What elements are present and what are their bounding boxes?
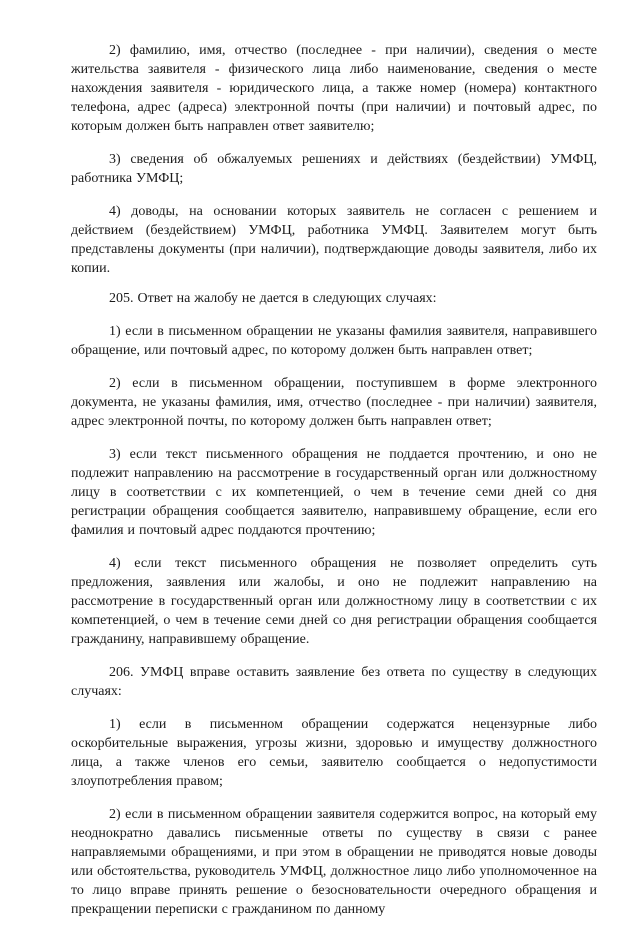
paragraph-206-case-2: 2) если в письменном обращении заявителя содержится вопрос, на который ему неоднократно давались письменные ответы по существу в связи с ранее направляемыми обращениями, и при этом в обращении не приводятся новые доводы или обстоятельства, руководитель УМФЦ, должностное лицо либо уполномоченное на то лицо вправе принять решение о безосновательности очередного обращения и прекращении переписки с гражданином по данному xyxy=(71,807,597,917)
paragraph-206-case-1: 1) если в письменном обращении содержатся нецензурные либо оскорбительные выражения, угрозы жизни, здоровью и имуществу должностного лица, а также членов его семьи, заявителю сообщается о недопустимости злоупотребления правом; xyxy=(71,717,597,789)
paragraph-205-case-2: 2) если в письменном обращении, поступившем в форме электронного документа, не указаны фамилия, имя, отчество (последнее - при наличии) заявителя, адрес электронной почты, по которому должен быть направлен ответ; xyxy=(71,376,597,429)
paragraph-205-case-4: 4) если текст письменного обращения не позволяет определить суть предложения, заявления или жалобы, и оно не подлежит направлению на рассмотрение в государственный орган или должностному лицу в соответствии с их компетенцией, о чем в течение семи дней со дня регистрации обращения сообщается гражданину, направившему обращение. xyxy=(71,556,597,647)
paragraph-item-2-applicant-details: 2) фамилию, имя, отчество (последнее - при наличии), сведения о месте жительства заявителя - физического лица либо наименование, сведения о месте нахождения заявителя - юридического лица, а также номер (номера) контактного телефона, адрес (адреса) электронной почты (при наличии) и почтовый адрес, по которым должен быть направлен ответ заявителю; xyxy=(71,43,597,134)
paragraph-item-3-appealed-decisions: 3) сведения об обжалуемых решениях и действиях (бездействии) УМФЦ, работника УМФЦ; xyxy=(71,152,597,186)
document-body xyxy=(71,41,597,933)
paragraph-205-case-3: 3) если текст письменного обращения не поддается прочтению, и оно не подлежит направлению на рассмотрение в государственный орган или должностному лицу в соответствии с их компетенцией, о чем в течение семи дней со дня регистрации обращения сообщается заявителю, направившему обращение, если его фамилия и почтовый адрес поддаются прочтению; xyxy=(71,447,597,538)
paragraph-206-heading: 206. УМФЦ вправе оставить заявление без ответа по существу в следующих случаях: xyxy=(71,665,597,699)
paragraph-205-heading: 205. Ответ на жалобу не дается в следующих случаях: xyxy=(109,291,437,306)
paragraph-item-4-arguments: 4) доводы, на основании которых заявитель не согласен с решением и действием (бездействием) УМФЦ, работника УМФЦ. Заявителем могут быть представлены документы (при наличии), подтверждающие доводы заявителя, либо их копии. xyxy=(71,204,597,276)
paragraph-205-case-1: 1) если в письменном обращении не указаны фамилия заявителя, направившего обращение, или почтовый адрес, по которому должен быть направлен ответ; xyxy=(71,324,597,358)
